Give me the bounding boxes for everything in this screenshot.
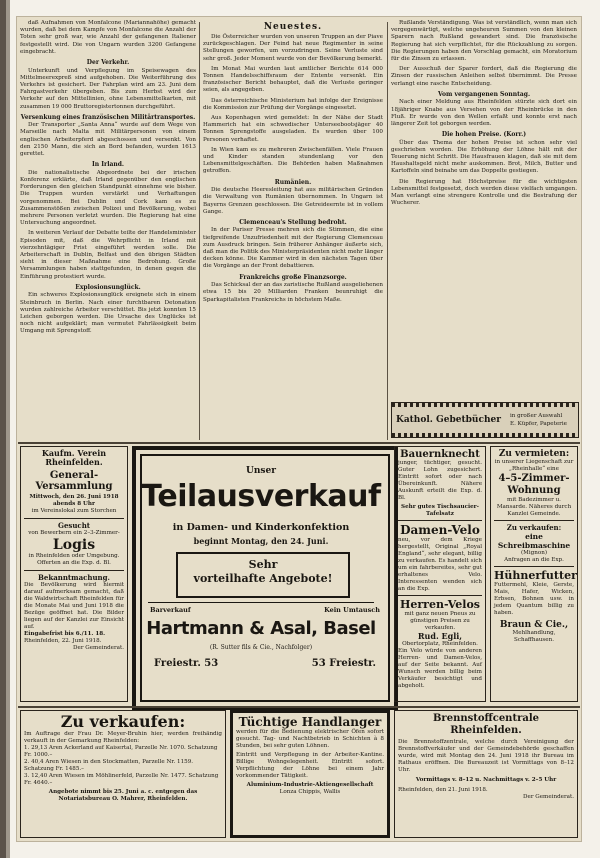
bekanntmachung-sig1: Rheinfelden, 22. Juni 1918. [24, 638, 102, 644]
col2-p4: Aus Kopenhagen wird gemeldet: In der Nähe der Stadt Hammerich hat ein schwedischer Unterseebootsjäger 40 Tonnen Sprengstoffe ausgeladen. Es wurden über 100 Personen verhaftet. [203, 115, 383, 143]
col1-sec2-text: Der Transporter „Santa Anna“ wurde auf dem Wege von Marseille nach Malta mit Militärpersonen von einem englischen Arbeiterpferd abgeschossen und versenkt. Von den 2150 Mann, die sich an Bord befanden, wurden 1613 gerettet. [20, 122, 196, 158]
col1-sec2-heading: Versenkung eines französischen Militärtransportes. [20, 113, 196, 121]
column-3 [391, 20, 577, 398]
braun-cie: Braun & Cie., [499, 620, 569, 630]
col2-p8: Das Schicksal der an das zaristische Rußland ausgeliehenen etwa 15 bis 20 Milliarden Franken beunruhigt die Sparkapitalisten Frankreichs in höchstem Maße. [203, 282, 383, 303]
ad-handlanger [230, 710, 390, 838]
herren-velos-title: Herren-Velos [400, 598, 480, 611]
sale-heading: Sehr gutes Tischsaucier-Tafelsatz [401, 504, 479, 517]
offer-line-2: vorteilhafte Angebote! [193, 572, 333, 585]
kaufm-verein-top: Kaufm. Verein Rheinfelden. [41, 448, 107, 467]
ad-gebetbuecher [391, 402, 579, 438]
col2-heading-4: Frankreichs große Finanzsorge. [239, 273, 347, 281]
col2-p1: Die Österreicher wurden von unseren Truppen an der Piave zurückgeschlagen. Der Feind hat neue Regimenter in seine Stellungen geworfen, um vorzudringen. Seine Verluste sind sehr groß. Jeder Moment wurde von der Bevölkerung bemerkt. [203, 34, 383, 62]
column-divider-2 [387, 22, 388, 440]
col1-sec3-heading: In Irland. [91, 161, 125, 169]
col3-heading-2: Die hohen Preise. (Korr.) [441, 131, 527, 139]
ornament-border-bottom [392, 433, 578, 437]
col1-sec4-heading: Explosionsunglück. [75, 283, 141, 291]
col3-p5: Die Regierung hat Höchstpreise für die wichtigsten Lebensmittel festgesetzt, doch werden diese vielfach umgangen. Man verlangt eine strengere Kontrolle und die Bestrafung der Wucherer. [391, 178, 577, 207]
brennstoff-sig1: Rheinfelden, den 21. Juni 1918. [398, 787, 488, 793]
bauernknecht-title: Bauernknecht [400, 449, 480, 460]
col3-p3: Nach einer Meldung aus Rheinfelden stürzte sich dort ein 18jähriger Knabe aus Versehen von der Rheinbrücke in den Fluß. Er wurde von den Wellen erfaßt und konnte erst nach längerer Zeit tot geborgen werden. [391, 99, 577, 127]
kein-umtausch-label: Kein Umtausch [324, 606, 380, 614]
col2-p5: In Wien kam es zu mehreren Zwischenfällen. Viele Frauen und Kinder standen stundenlang vor den Lebensmittelgeschäften. Die Behörden haben Maßnahmen getroffen. [203, 146, 383, 175]
bekanntmachung-text: Die Bevölkerung wird hiermit darauf aufmerksam gemacht, daß die Waldwirtschaft Rheinfelden für die Monate Mai und Juni 1918 die Bezüge geöffnet hat. Die Bilder liegen auf der Kanzlei zur Einsicht auf. [24, 582, 124, 630]
brennstoff-sig2: Der Gemeinderat. [523, 794, 574, 800]
col2-heading-2: Rumänien. [274, 178, 312, 186]
col1-intro: daß Aufnahmen von Monfalcone (Mariannahöhe) gemacht wurden, daß bei dem Kampfe von Monfalcone die Anzahl der Toten sehr groß war, wie Anzahl der gefangenen Italiener festgestellt wird. Die von Ungarn wurden 3200 Gefangene eingebracht. [20, 20, 196, 55]
gebetbuecher-label: Kathol. Gebetbücher [396, 415, 501, 425]
col1-sec1-text: Unterkunft und Verpflegung im Speisewagen des Mittelmeerexpreß sind aufgehoben. Die Weiterführung des Verkehrs ist gesichert. Der Fahrplan wird am 23. Juni dem Fahrgastverkehr übergeben. Bis zum Herbst wird der Verkehr auf den Mittellinien, ohne Lebensmittelkarten, mit zusammen 19 000 Bruttoregistertonnen durchgeführt. [20, 67, 196, 110]
ornament-border-top [392, 403, 578, 407]
firm-small: (R. Sutter fils & Cie., Nachfolger) [209, 644, 313, 651]
teilausverkauf-title: Teilausverkauf [141, 479, 381, 514]
gebetbuecher-small-1: in großer Auswahl [510, 413, 563, 419]
kauf-heading: Zu verkaufen: [506, 523, 562, 532]
col3-heading-1: Vom vergangenen Sonntag. [437, 90, 531, 98]
col2-p7: In der Pariser Presse mehren sich die Stimmen, die eine tiefgreifende Unzufriedenheit mit der Regierung Clemenceau zum Ausdruck bringen. Sein früherer Anhänger äußerte sich, daß man die Politik des Ministerpräsidenten nicht mehr länger decken könne. Die Kammer wird in den nächsten Tagen über die Vorgänge an der Front debattieren. [203, 227, 383, 270]
zu-verkaufen-foot2: Notariatsbureau O. Mahrer, Rheinfelden. [58, 796, 188, 802]
address-right: 53 Freiestr. [311, 658, 376, 669]
column-1 [20, 20, 196, 440]
brennstoff-title: Brennstoffcentrale Rheinfelden. [432, 713, 539, 736]
handlanger-title: Tüchtige Handlanger [238, 715, 382, 729]
firm-name: Hartmann & Asal, Basel [146, 618, 376, 639]
gesucht-text: von Bewerbern ein 2–3-Zimmer- [28, 530, 120, 536]
generalversammlung-title: General-Versammlung [35, 470, 113, 492]
gesucht-heading: Gesucht [57, 521, 91, 530]
book-spine-edge [6, 0, 10, 858]
brennstoff-text: Die Brennstoffzentrale, welche durch Vereinigung der Brennstoffverkäufer und der Gemeindebehörde geschaffen wurde, wird mit Montag den 24. Juni 1918 ihr Bureau im Rathaus eröffnen. Die Bureauzeit ist Vormittags von 8–12 Uhr. [398, 739, 574, 773]
ad-bauernknecht [394, 446, 486, 702]
huehnerfutter-title: Hühnerfutter [494, 569, 577, 582]
col3-p2: Der Ausschuß der Sparer fordert, daß die Regierung die Zinsen der russischen Anleihen selbst übernimmt. Die Presse verlangt eine rasche Entscheidung. [391, 66, 577, 87]
vermieten-text2: mit Badezimmer u. Mansarde. Näheres durch Kanzlei Gemeinde. [496, 497, 572, 517]
col2-p3: Das österreichische Ministerium hat infolge der Ereignisse die Kommission zur Prüfung der Vorgänge eingesetzt. [203, 97, 383, 111]
zu-verkaufen-item-1: 1. 29,13 Aren Ackerland auf Kaisertal, Parzelle Nr. 1070. Schatzung Fr. 1000.– [24, 745, 218, 758]
bekanntmachung-sig2: Der Gemeinderat. [73, 645, 124, 651]
versammlung-where: im Vereinslokal zum Storchen [31, 508, 117, 514]
gebetbuecher-small-2: E. Küpfer, Papeterie [510, 421, 567, 427]
col3-p4: Über das Thema der hohen Preise ist schon sehr viel geschrieben worden. Die Erhöhung der Löhne hält mit der Teuerung nicht Schritt. Die Hausfrauen klagen, daß sie mit dem Haushaltsgeld nicht mehr auskommen. Brot, Milch, Butter und Kartoffeln sind beinahe um das Doppelte gestiegen. [391, 139, 577, 175]
braun-cie-sub: Mehlhandlung, Schaffhausen. [512, 630, 556, 643]
col1-sec1-heading: Der Verkehr. [86, 59, 130, 67]
ad-zu-verkaufen [20, 710, 226, 838]
address-left: Freiestr. 53 [154, 658, 219, 669]
zu-verkaufen-foot: Angebote nimmt bis 25. Juni a. c. entgegen das [48, 789, 198, 795]
neuestes-title: Neuestes. [263, 22, 323, 32]
vermieten-text1: in unserer Liegenschaft zur „Rheinhalle“ eine [494, 459, 574, 472]
zu-verkaufen-title: Zu verkaufen: [60, 712, 186, 731]
column-2 [203, 20, 383, 440]
zu-verkaufen-intro: Im Auftrage der Frau Dr. Meyer-Bruhin hier, werden freihändig verkauft in der Gemarkung Rheinfelden: [24, 731, 222, 744]
damen-velo-text: neu, vor dem Kriege hergestellt, Original „Royal England“, sehr elegant, billig zu verkaufen. Es handelt sich um ein fahrbereites, sehr gut erhaltenes Velo. Interessenten wenden sich an die Exp. [398, 537, 482, 592]
teilausverkauf-sub1: in Damen- und Kinderkonfektion [172, 522, 350, 533]
logis-title: Logis [52, 537, 96, 553]
col2-p2: Im Monat Mai wurden laut amtlicher Berichte 614 000 Tonnen Handelsschiffsraum der Entente versenkt. Ein französischer Bericht behauptet, daß die Verluste geringer seien, als angegeben. [203, 65, 383, 94]
handlanger-firm: Aluminium-Industrie-Aktiengesellschaft [246, 782, 374, 788]
handlanger-text2: Eintritt und Verpflegung in der Arbeiter-Kantine. Billige Wohngelegenheit. Eintritt sofort. Verpflichtung der Löhne bei einem Jahr vorkommender Tätigkeit. [236, 752, 384, 779]
bauernknecht-text: junger, tüchtiger, gesucht. Guter Lohn zugesichert. Eintritt sofort oder nach Übereinkunft. Nähere Auskunft erteilt die Exp. d. Bl. [398, 460, 482, 501]
teilausverkauf-sub2: beginnt Montag, den 24. Juni. [193, 536, 329, 546]
bekanntmachung-heading: Bekanntmachung. [38, 573, 110, 582]
versammlung-when: Mittwoch, den 26. Juni 1918 abends 8 Uhr [29, 494, 119, 507]
ad-zu-vermieten [490, 446, 578, 702]
huehnerfutter-text: Futtermehl, Kleie, Gerste, Mais, Hafer, Wicken, Erbsen, Bohnen usw. in jedem Quantum billig zu haben. [494, 582, 574, 616]
logis-text: in Rheinfelden oder Umgebung. Offerten an die Exp. d. Bl. [28, 553, 120, 566]
rud-egli-address: Obertorplatz, Rheinfelden. [402, 641, 478, 647]
col1-sec3-text: Die nationalistische Abgeordnete bei der irischen Konferenz erklärte, daß Irland gegenüber den englischen Forderungen den gleichen Standpunkt einnehme wie bisher. Die Truppen wurden verstärkt und Verhaftungen vorgenommen. Bei Dublin und Cork kam es zu Zusammenstößen zwischen Polizei und Bevölkerung, wobei mehrere Personen verletzt wurden. Die Regierung hat eine Untersuchung angeordnet. [20, 169, 196, 227]
handlanger-firm2: Lonza Chippis, Wallis [279, 789, 341, 795]
zu-verkaufen-item-3: 3. 12,40 Aren Wiesen im Möhlinerfeld, Parzelle Nr. 1477. Schatzung Fr. 4640.– [24, 773, 219, 786]
ads-divider [18, 706, 580, 708]
brennstoff-hours: Vormittags v. 8–12 u. Nachmittags v. 2–5 Uhr [415, 777, 557, 783]
ad-teilausverkauf [132, 446, 398, 710]
col2-p6: Die deutsche Heeresleitung hat aus militärischen Gründen die Verwaltung von Rumänien übernommen. In Ungarn ist Bayerns Grenzen geschlossen. Die Getreideernte ist in vollem Gange. [203, 187, 383, 215]
vermieten-title: Zu vermieten: [498, 449, 570, 459]
zu-verkaufen-item-2: 2. 40,4 Aren Wiesen in den Stockmatten, Parzelle Nr. 1159. Schatzung Fr. 1485.– [24, 759, 194, 772]
bekanntmachung-date: Eingabefrist bis 6./11. 18. [24, 631, 106, 637]
newspaper-page [16, 16, 582, 842]
section-divider [18, 442, 580, 444]
kauf-sub: (Mignon) [520, 550, 548, 556]
damen-velo-title: Damen-Velo [400, 523, 480, 537]
col1-sec3b-text: In weiteren Verlauf der Debatte teilte der Handelsminister Episoden mit, daß die Wehrpflicht in Irland mit vierzehntägiger Frist eingeführt werden solle. Die Arbeiterschaft in Dublin, Belfast und den übrigen Städten sieht in dieser Maßnahme eine Bedrohung. Große Versammlungen haben stattgefunden, in denen gegen die Einführung protestiert wurde. [20, 230, 196, 280]
offer-line-1: Sehr [248, 558, 278, 571]
wohnung-title: 4–5-Zimmer-Wohnung [498, 473, 570, 496]
handlanger-text: werden für die Bedienung elektrischer Öfen sofort gesucht. Tag- und Nachtbetrieb in Schichten à 8 Stunden, bei sehr guten Löhnen. [236, 729, 384, 749]
col2-heading-3: Clemenceau's Stellung bedroht. [239, 218, 347, 226]
kauf-item: eine Schreibmaschine [497, 532, 571, 550]
teilausverkauf-unser: Unser [246, 466, 276, 476]
barverkauf-label: Barverkauf [150, 606, 191, 614]
col3-p1: Rußlands Verständigung. Was ist verständlich, wenn man sich vergegenwärtigt, welche ungeheuren Summen von den kleinen Sparern nach Rußland gewandert sind. Die französische Regierung hat sich verpflichtet, für die Rückzahlung zu sorgen. Die Regierungen haben den Vorschlag gemacht, ein Moratorium für die Zinsen zu erlassen. [391, 20, 577, 63]
col1-sec4-text: Ein schweres Explosionsunglück ereignete sich in einem Steinbruch in Berlin. Nach einer furchtbaren Detonation wurden zahlreiche Arbeiter verschüttet. Bis jetzt konnten 15 Leichen geborgen werden. Die Ursache des Unglücks ist noch nicht aufgeklärt; man vermutet Fahrlässigkeit beim Umgang mit Sprengstoff. [20, 292, 196, 335]
ad-brennstoffcentrale [394, 710, 578, 838]
rud-egli: Rud. Egli, [417, 631, 463, 641]
kauf-text: Anfragen an die Exp. [504, 557, 564, 563]
rud-egli-text: Ein Velo würde von anderen Herren- und Damen-Velos, auf der Seite bekannt. Auf Wunsch werden billig beim Verkäufer besichtigt und abgeholt. [398, 648, 482, 689]
offer-box [176, 552, 350, 598]
column-divider-1 [199, 22, 200, 440]
ad-kaufm-verein [20, 446, 128, 702]
herren-velos-text: mit ganz neuen Pneus zu günstigen Preisen zu verkaufen. [404, 611, 476, 631]
